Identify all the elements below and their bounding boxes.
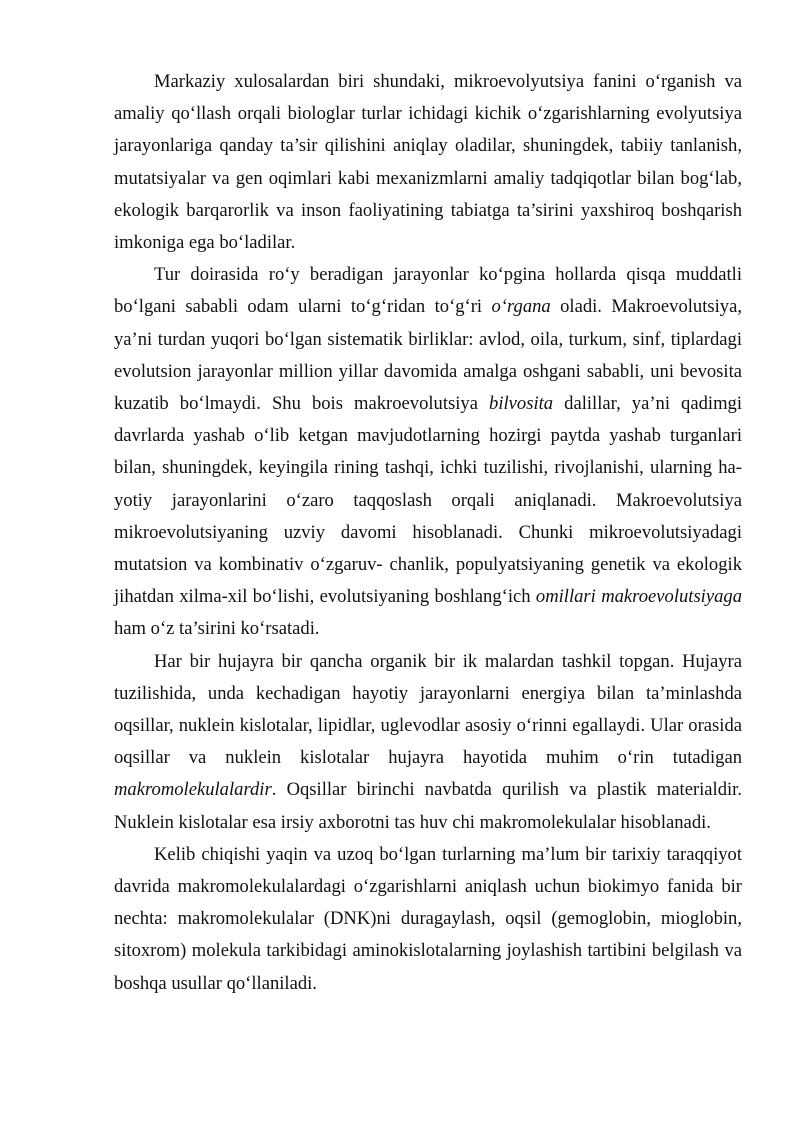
paragraph-text: dalillar, ya’ni qadimgi davrlarda yashab o‘lib ketgan mavjudotlarning hozirgi paytda yashab turganlari bilan, shuningdek, keyingila rining tashqi, ichki tuzilishi, rivojlanishi, ularning ha-yotiy jarayonlarini o‘zaro taqqoslash orqali aniqlanadi. Makroevolutsiya mikroevolutsiyaning uzviy davomi hisoblanadi. Chunki mikroevolutsiyadagi mutatsion va kombinativ o‘zgaruv- chanlik, populyatsiyaning genetik va ekologik jihatdan xilma-xil bo‘lishi, evolutsiyaning boshlang‘ich bbox=[114, 393, 742, 608]
paragraph-text: . Oqsillar birinchi navbatda qurilish va plastik materialdir. Nuklein kislotalar esa irsiy axborotni tas huv chi makromolekulalar hisoblanadi. bbox=[114, 779, 742, 833]
paragraph-text: ham o‘z ta’sirini ko‘rsatadi. bbox=[114, 618, 320, 640]
paragraph-3 bbox=[114, 646, 742, 839]
italic-term: bilvosita bbox=[489, 393, 554, 415]
paragraph-1 bbox=[114, 66, 742, 259]
paragraph-text: Har bir hujayra bir qancha organik bir ik malardan tashkil topgan. Hujayra tuzilishida, unda kechadigan hayotiy jarayonlarni energiya bilan ta’minlashda oqsillar, nuklein kislotalar, lipidlar, uglevodlar asosiy o‘rinni egallaydi. Ular orasida oqsillar va nuklein kislotalar hujayra hayotida muhim o‘rin tutadigan bbox=[114, 650, 742, 769]
paragraph-2 bbox=[114, 259, 742, 645]
paragraph-text: Tur doirasida ro‘y beradigan jarayonlar ko‘pgina hollarda qisqa muddatli bo‘lgani sababli odam ularni to‘g‘ridan to‘g‘ri bbox=[114, 264, 742, 318]
paragraph-text: Kelib chiqishi yaqin va uzoq bo‘lgan turlarning ma’lum bir tarixiy taraqqiyot davrida makromolekulalardagi o‘zgarishlarni aniqlash uchun biokimyo fanida bir nechta: makromolekulalar (DNK)ni duragaylash, oqsil (gemoglobin, mioglobin, sitoxrom) molekula tarkibidagi aminokislotalarning joylashish tartibini belgilash va boshqa usullar qo‘llaniladi. bbox=[114, 843, 742, 994]
italic-term: makromolekulalardir bbox=[114, 779, 272, 801]
paragraph-text: oladi. Makroevolutsiya, ya’ni turdan yuqori bo‘lgan sistematik birliklar: avlod, oila, turkum, sinf, tiplardagi evolutsion jarayonlar million yillar davomida amalga oshgani sababli, uni bevosita kuzatib bo‘lmaydi. Shu bois makroevolutsiya bbox=[114, 296, 742, 415]
document-page bbox=[114, 66, 742, 1000]
italic-term: o‘rgana bbox=[491, 296, 551, 318]
paragraph-text: Markaziy xulosalardan biri shundaki, mikroevolyutsiya fanini o‘rganish va amaliy qo‘llash orqali biologlar turlar ichidagi kichik o‘zgarishlarning evolyutsiya jarayonlariga qanday ta’sir qilishini aniqlay oladilar, shuningdek, tabiiy tanlanish, mutatsiyalar va gen oqimlari kabi mexanizmlarni amaliy tadqiqotlar bilan bog‘lab, ekologik barqarorlik va inson faoliyatining tabiatga ta’sirini yaxshiroq boshqarish imkoniga ega bo‘ladilar. bbox=[114, 71, 742, 254]
italic-term: omillari makroevolutsiyaga bbox=[535, 586, 742, 608]
paragraph-4 bbox=[114, 839, 742, 1000]
